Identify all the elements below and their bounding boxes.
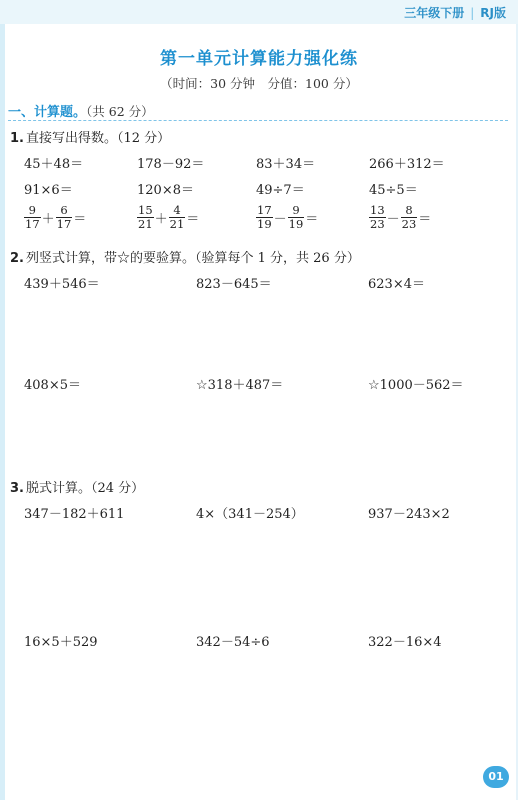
header-separator: | <box>470 6 475 20</box>
question-1-heading <box>10 127 170 146</box>
expression: 342－54÷6 <box>196 635 270 650</box>
fraction: $\frac{17}{19}$ <box>257 203 272 231</box>
expression: ☆318＋487＝ <box>196 378 284 393</box>
expression: 408×5＝ <box>24 378 81 393</box>
expression: 83＋34＝ <box>256 157 316 172</box>
expression: 439＋546＝ <box>24 277 100 292</box>
edition-label: RJ版 <box>480 6 506 20</box>
fraction-expression: $\frac{13}{23}$ － $\frac{8}{23}$ ＝ <box>370 203 432 231</box>
question-number: 3. <box>10 481 24 496</box>
fraction: $\frac{4}{21}$ <box>169 203 185 231</box>
fraction: $\frac{15}{21}$ <box>138 203 153 231</box>
expression: 16×5＋529 <box>24 635 98 650</box>
fraction: $\frac{8}{23}$ <box>401 203 417 231</box>
question-2-heading <box>10 247 360 266</box>
expression: 49÷7＝ <box>256 183 305 198</box>
question-text: 脱式计算。（24 分） <box>25 481 145 496</box>
fraction-expression: $\frac{15}{21}$ ＋ $\frac{4}{21}$ ＝ <box>138 203 200 231</box>
grade-label: 三年级下册 <box>404 6 465 20</box>
page-title: 第一单元计算能力强化练 <box>160 49 358 69</box>
fraction: $\frac{6}{17}$ <box>56 203 72 231</box>
fraction: $\frac{9}{19}$ <box>288 203 304 231</box>
section-divider <box>8 120 508 121</box>
expression: 322－16×4 <box>368 635 442 650</box>
question-number: 2. <box>10 251 24 266</box>
expression: 4×（341－254） <box>196 507 304 522</box>
fraction-expression: $\frac{9}{17}$ ＋ $\frac{6}{17}$ ＝ <box>25 203 87 231</box>
section-label: 一、计算题。 <box>8 105 87 120</box>
expression: 823－645＝ <box>196 277 272 292</box>
fraction: $\frac{13}{23}$ <box>370 203 385 231</box>
section-points: （共 62 分） <box>86 104 154 119</box>
fraction-expression: $\frac{17}{19}$ － $\frac{9}{19}$ ＝ <box>257 203 319 231</box>
expression: 120×8＝ <box>137 183 194 198</box>
expression: 45＋48＝ <box>24 157 84 172</box>
expression: 623×4＝ <box>368 277 425 292</box>
page-subtitle: （时间：30 分钟 分值：100 分） <box>160 76 358 91</box>
expression: 347－182＋611 <box>24 507 125 522</box>
fraction: $\frac{9}{17}$ <box>25 203 40 231</box>
section-heading <box>8 101 154 120</box>
expression: 937－243×2 <box>368 507 450 522</box>
left-margin-stripe <box>0 24 5 800</box>
expression: ☆1000－562＝ <box>368 378 464 393</box>
expression: 178－92＝ <box>137 157 205 172</box>
header-bar <box>0 0 518 24</box>
question-3-heading <box>10 477 144 496</box>
expression: 266＋312＝ <box>369 157 445 172</box>
expression: 45÷5＝ <box>369 183 418 198</box>
page-number-badge: 01 <box>483 766 509 788</box>
question-number: 1. <box>10 131 24 146</box>
header-label <box>404 4 506 21</box>
question-text: 直接写出得数。（12 分） <box>25 131 171 146</box>
question-text: 列竖式计算，带☆的要验算。（验算每个 1 分，共 26 分） <box>25 251 360 266</box>
expression: 91×6＝ <box>24 183 73 198</box>
